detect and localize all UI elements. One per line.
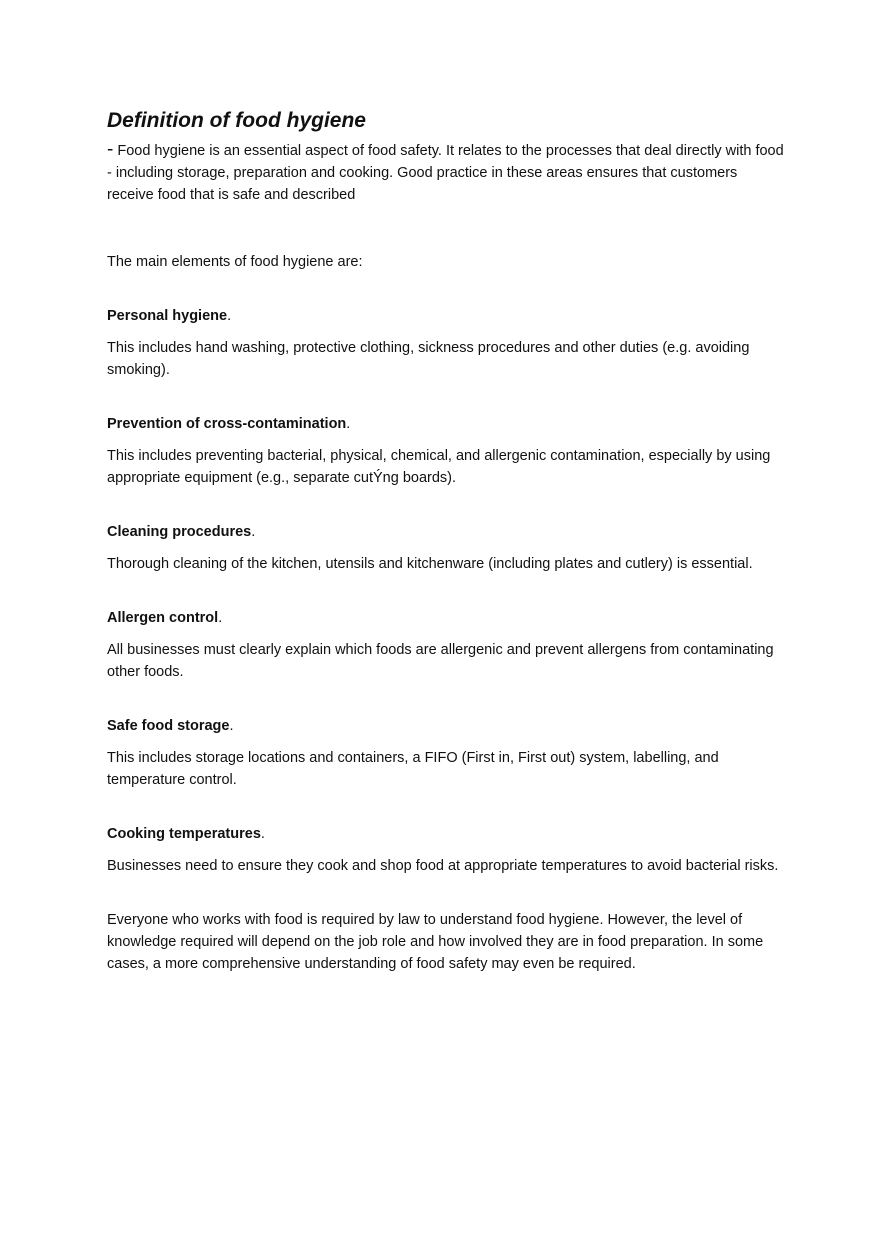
section-title-period: . [260,826,265,842]
section-title-text: Allergen control [107,610,219,626]
section-title [107,521,787,543]
elements-heading: The main elements of food hygiene are: [107,254,363,270]
section-title-period: . [227,308,232,324]
section-title-period: . [346,416,351,432]
section-cooking-temperatures [107,823,787,877]
section-title-text: Personal hygiene [107,308,228,324]
section-title-text: Cleaning procedures [107,524,252,540]
closing-paragraph: Everyone who works with food is required by law to understand food hygiene. However, the level of knowledge required will depend on the job role and how involved they are in food preparation. In some cases, a more comprehensive understanding of food safety may even be required. [107,912,764,972]
section-title-text: Cooking temperatures [107,826,261,842]
section-title-period: . [229,718,234,734]
section-title [107,823,787,845]
section-title [107,607,787,629]
section-personal-hygiene [107,305,787,381]
section-body: This includes hand washing, protective clothing, sickness procedures and other duties (e.g. avoiding smoking). [107,340,750,378]
section-title [107,305,787,327]
section-body: Businesses need to ensure they cook and shop food at appropriate temperatures to avoid bacterial risks. [107,858,779,874]
section-title [107,413,787,435]
section-cleaning-procedures [107,521,787,575]
intro-paragraph [107,139,787,206]
intro-text: Food hygiene is an essential aspect of food safety. It relates to the processes that deal directly with food - including storage, preparation and cooking. Good practice in these areas ensures that customers receive food that is safe and described [107,143,784,203]
section-title-period: . [251,524,256,540]
section-cross-contamination [107,413,787,489]
section-body: This includes storage locations and containers, a FIFO (First in, First out) system, labelling, and temperature control. [107,750,719,788]
section-allergen-control [107,607,787,683]
section-title-text: Safe food storage [107,718,230,734]
section-title-period: . [218,610,223,626]
section-body: Thorough cleaning of the kitchen, utensils and kitchenware (including plates and cutlery) is essential. [107,556,753,572]
intro-dash: - [107,139,114,160]
section-body: All businesses must clearly explain which foods are allergenic and prevent allergens from contaminating other foods. [107,642,774,680]
section-body: This includes preventing bacterial, physical, chemical, and allergenic contamination, especially by using appropriate equipment (e.g., separate cutÝng boards). [107,448,771,486]
document-page [107,107,787,975]
section-safe-food-storage [107,715,787,791]
section-title [107,715,787,737]
section-title-text: Prevention of cross-contamination [107,416,347,432]
document-title: Definition of food hygiene [107,109,366,132]
